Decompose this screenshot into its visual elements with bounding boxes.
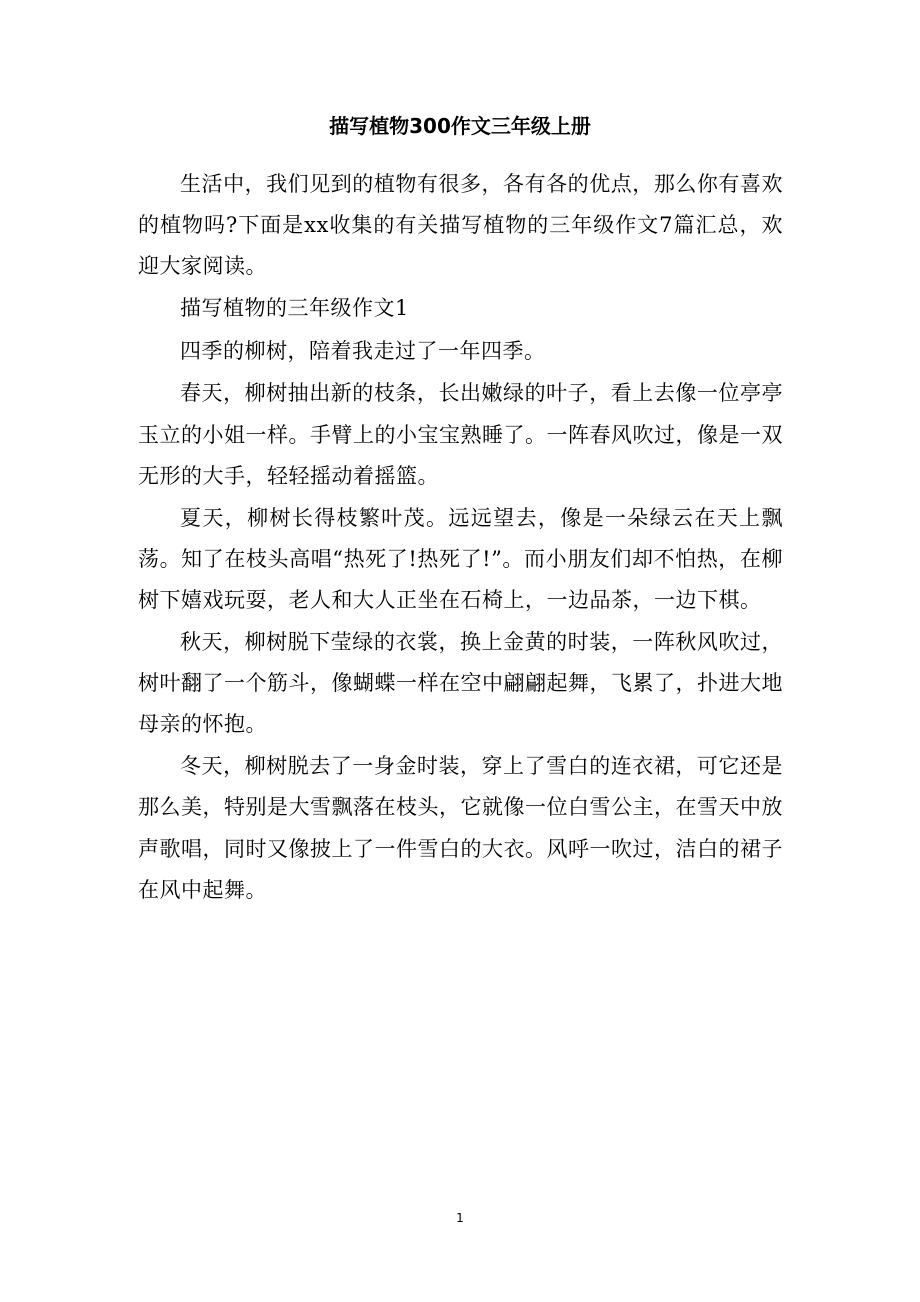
section-heading: 描写植物的三年级作文1 [180,296,409,321]
page-number: 1 [456,1211,464,1225]
autumn-paragraph: 秋天，柳树脱下莹绿的衣裳，换上金黄的时装，一阵秋风吹过，树叶翻了一个筋斗，像蝴蝶一样在空中翩翩起舞，飞累了，扑进大地母亲的怀抱。 [138,630,783,737]
intro-paragraph: 生活中，我们见到的植物有很多，各有各的优点，那么你有喜欢的植物吗?下面是xx收集的有关描写植物的三年级作文7篇汇总，欢迎大家阅读。 [138,172,783,279]
spring-paragraph: 春天，柳树抽出新的枝条，长出嫩绿的叶子，看上去像一位亭亭玉立的小姐一样。手臂上的小宝宝熟睡了。一阵春风吹过，像是一双无形的大手，轻轻摇动着摇篮。 [138,381,783,488]
opening-sentence: 四季的柳树，陪着我走过了一年四季。 [180,339,546,364]
summer-paragraph: 夏天，柳树长得枝繁叶茂。远远望去，像是一朵绿云在天上飘荡。知了在枝头高唱“热死了!热死了!”。而小朋友们却不怕热，在柳树下嬉戏玩耍，老人和大人正坐在石椅上，一边品茶，一边下棋。 [138,505,783,612]
winter-paragraph: 冬天，柳树脱去了一身金时装，穿上了雪白的连衣裙，可它还是那么美，特别是大雪飘落在枝头，它就像一位白雪公主，在雪天中放声歌唱，同时又像披上了一件雪白的大衣。风呼一吹过，洁白的裙子在风中起舞。 [138,754,783,902]
document-title: 描写植物300作文三年级上册 [329,114,591,138]
document-body [138,164,783,912]
